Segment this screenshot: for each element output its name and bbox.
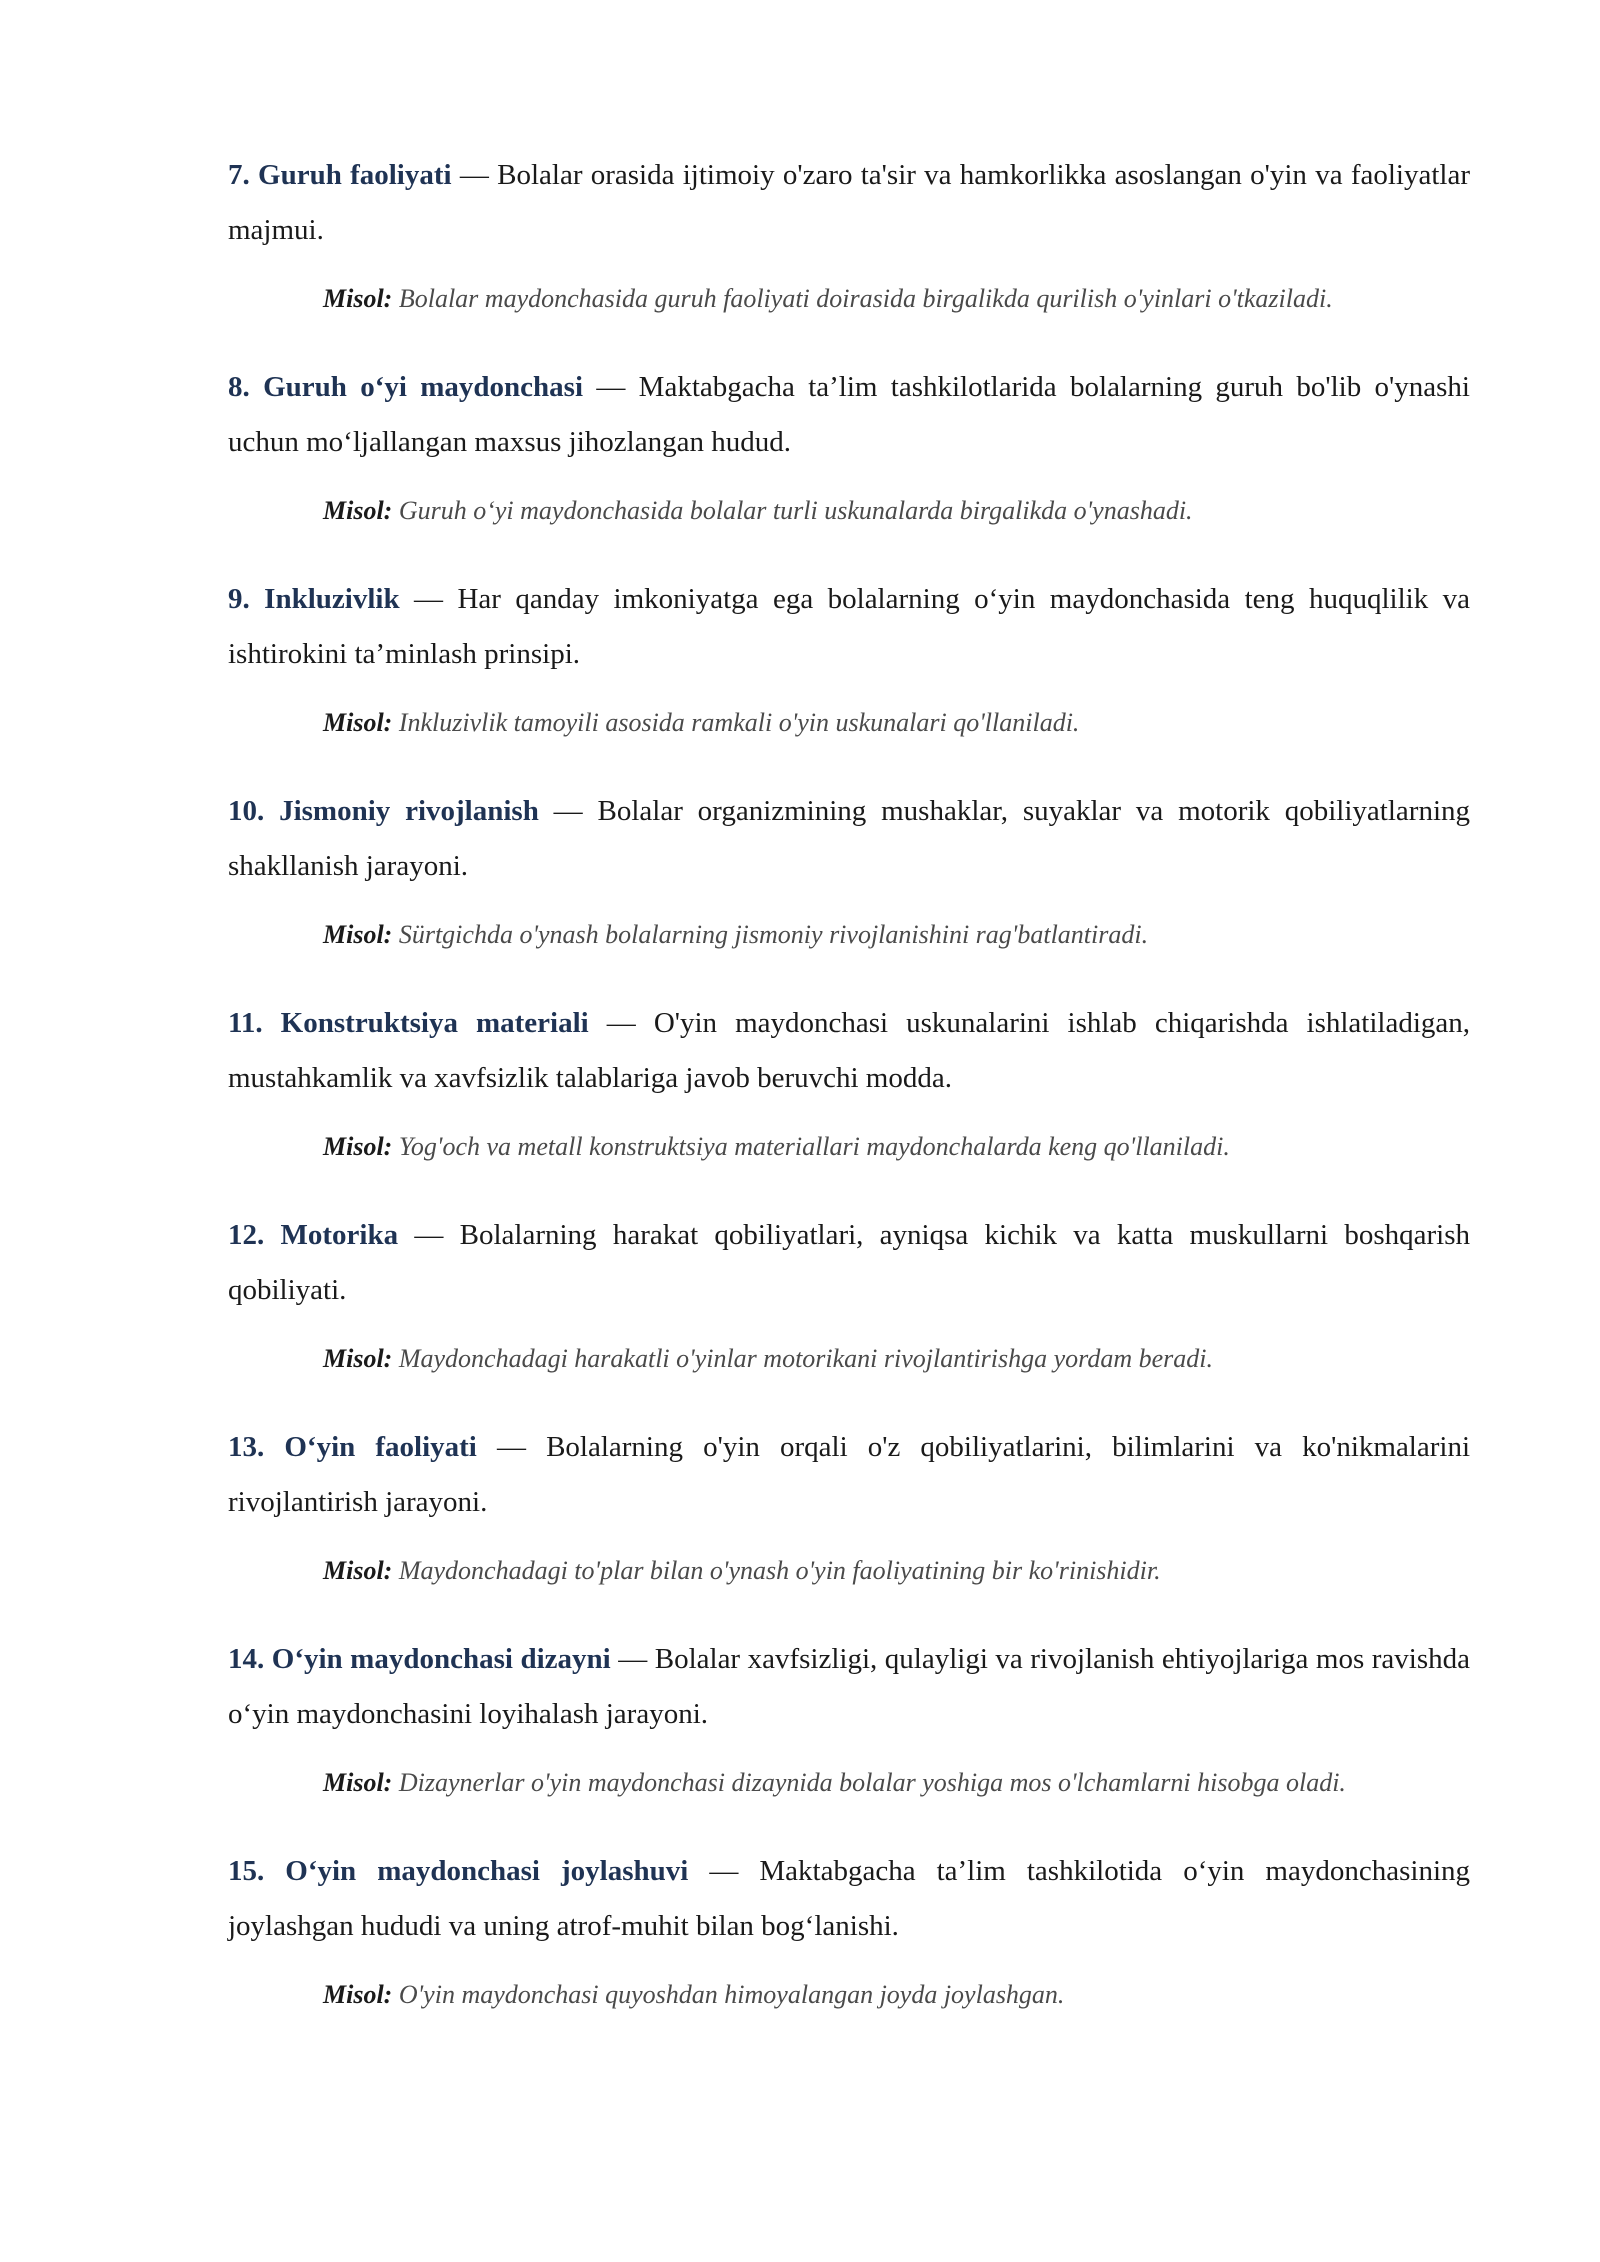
em-dash: — <box>414 583 444 615</box>
glossary-entry-15 <box>228 1844 1470 2020</box>
glossary-term: 13. O‘yin faoliyati <box>228 1431 477 1463</box>
glossary-term: 8. Guruh o‘yi maydonchasi <box>228 371 584 403</box>
em-dash: — <box>414 1219 444 1251</box>
em-dash: — <box>709 1855 739 1887</box>
definition-paragraph <box>228 1844 1470 1954</box>
glossary-entry-14 <box>228 1632 1470 1808</box>
definition-paragraph <box>228 784 1470 894</box>
example-text: Inkluzivlik tamoyili asosida ramkali o'yin uskunalari qo'llaniladi. <box>398 708 1080 737</box>
glossary-term: 9. Inkluzivlik <box>228 583 400 615</box>
example-paragraph <box>323 1757 1470 1808</box>
glossary-term: 10. Jismoniy rivojlanish <box>228 795 539 827</box>
glossary-entry-12 <box>228 1208 1470 1384</box>
definition-text: Maktabgacha ta’lim tashkilotida o‘yin maydonchasining joylashgan hududi va uning atrof-muhit bilan bog‘lanishi. <box>228 1855 1471 1942</box>
document-page <box>228 148 1470 2056</box>
glossary-term: 14. O‘yin maydonchasi dizayni <box>228 1643 611 1675</box>
glossary-entry-7 <box>228 148 1470 324</box>
example-paragraph <box>323 697 1470 748</box>
example-label: Misol: <box>323 1344 393 1373</box>
example-label: Misol: <box>323 1556 393 1585</box>
example-label: Misol: <box>323 920 393 949</box>
glossary-entry-8 <box>228 360 1470 536</box>
glossary-entry-11 <box>228 996 1470 1172</box>
definition-paragraph <box>228 1208 1470 1318</box>
example-paragraph <box>323 1969 1470 2020</box>
em-dash: — <box>606 1007 636 1039</box>
em-dash: — <box>459 159 489 191</box>
example-text: Yog'och va metall konstruktsiya materiallari maydonchalarda keng qo'llaniladi. <box>398 1132 1230 1161</box>
example-paragraph <box>323 273 1470 324</box>
example-paragraph <box>323 1545 1470 1596</box>
example-label: Misol: <box>323 708 393 737</box>
definition-paragraph <box>228 996 1470 1106</box>
example-text: Sürtgichda o'ynash bolalarning jismoniy rivojlanishini rag'batlantiradi. <box>398 920 1149 949</box>
glossary-entry-10 <box>228 784 1470 960</box>
glossary-term: 11. Konstruktsiya materiali <box>228 1007 589 1039</box>
definition-paragraph <box>228 572 1470 682</box>
example-label: Misol: <box>323 1768 393 1797</box>
definition-text: Bolalar organizmining mushaklar, suyaklar va motorik qobiliyatlarning shakllanish jarayoni. <box>228 795 1470 882</box>
glossary-term: 7. Guruh faoliyati <box>228 159 452 191</box>
example-label: Misol: <box>323 284 393 313</box>
em-dash: — <box>618 1643 648 1675</box>
definition-paragraph <box>228 1632 1470 1742</box>
em-dash: — <box>496 1431 526 1463</box>
definition-text: Bolalarning harakat qobiliyatlari, ayniqsa kichik va katta muskullarni boshqarish qobiliyati. <box>228 1219 1470 1306</box>
glossary-term: 15. O‘yin maydonchasi joylashuvi <box>228 1855 689 1887</box>
example-text: Dizaynerlar o'yin maydonchasi dizaynida bolalar yoshiga mos o'lchamlarni hisobga oladi. <box>398 1768 1346 1797</box>
example-paragraph <box>323 1121 1470 1172</box>
example-text: Maydonchadagi harakatli o'yinlar motorikani rivojlantirishga yordam beradi. <box>398 1344 1213 1373</box>
example-text: Guruh o‘yi maydonchasida bolalar turli uskunalarda birgalikda o'ynashadi. <box>398 496 1193 525</box>
definition-paragraph <box>228 1420 1470 1530</box>
glossary-entry-9 <box>228 572 1470 748</box>
definition-text: Bolalarning o'yin orqali o'z qobiliyatlarini, bilimlarini va ko'nikmalarini rivojlantirish jarayoni. <box>228 1431 1471 1518</box>
example-paragraph <box>323 1333 1470 1384</box>
em-dash: — <box>596 371 626 403</box>
example-text: O'yin maydonchasi quyoshdan himoyalangan joyda joylashgan. <box>398 1980 1065 2009</box>
definition-text: O'yin maydonchasi uskunalarini ishlab chiqarishda ishlatiladigan, mustahkamlik va xavfsizlik talablariga javob beruvchi modda. <box>228 1007 1471 1094</box>
example-label: Misol: <box>323 1980 393 2009</box>
definition-paragraph <box>228 360 1470 470</box>
example-label: Misol: <box>323 496 393 525</box>
definition-text: Bolalar orasida ijtimoiy o'zaro ta'sir va hamkorlikka asoslangan o'yin va faoliyatlar majmui. <box>228 159 1470 246</box>
glossary-term: 12. Motorika <box>228 1219 399 1251</box>
definition-text: Maktabgacha ta’lim tashkilotlarida bolalarning guruh bo'lib o'ynashi uchun mo‘ljallangan maxsus jihozlangan hudud. <box>228 371 1470 458</box>
example-label: Misol: <box>323 1132 393 1161</box>
example-text: Bolalar maydonchasida guruh faoliyati doirasida birgalikda qurilish o'yinlari o'tkaziladi. <box>398 284 1333 313</box>
definition-text: Bolalar xavfsizligi, qulayligi va rivojlanish ehtiyojlariga mos ravishda o‘yin maydonchasini loyihalash jarayoni. <box>228 1643 1471 1730</box>
example-paragraph <box>323 485 1470 536</box>
definition-text: Har qanday imkoniyatga ega bolalarning o‘yin maydonchasida teng huquqlilik va ishtirokini ta’minlash prinsipi. <box>228 583 1471 670</box>
glossary-entry-13 <box>228 1420 1470 1596</box>
definition-paragraph <box>228 148 1470 258</box>
example-text: Maydonchadagi to'plar bilan o'ynash o'yin faoliyatining bir ko'rinishidir. <box>398 1556 1161 1585</box>
em-dash: — <box>553 795 583 827</box>
example-paragraph <box>323 909 1470 960</box>
